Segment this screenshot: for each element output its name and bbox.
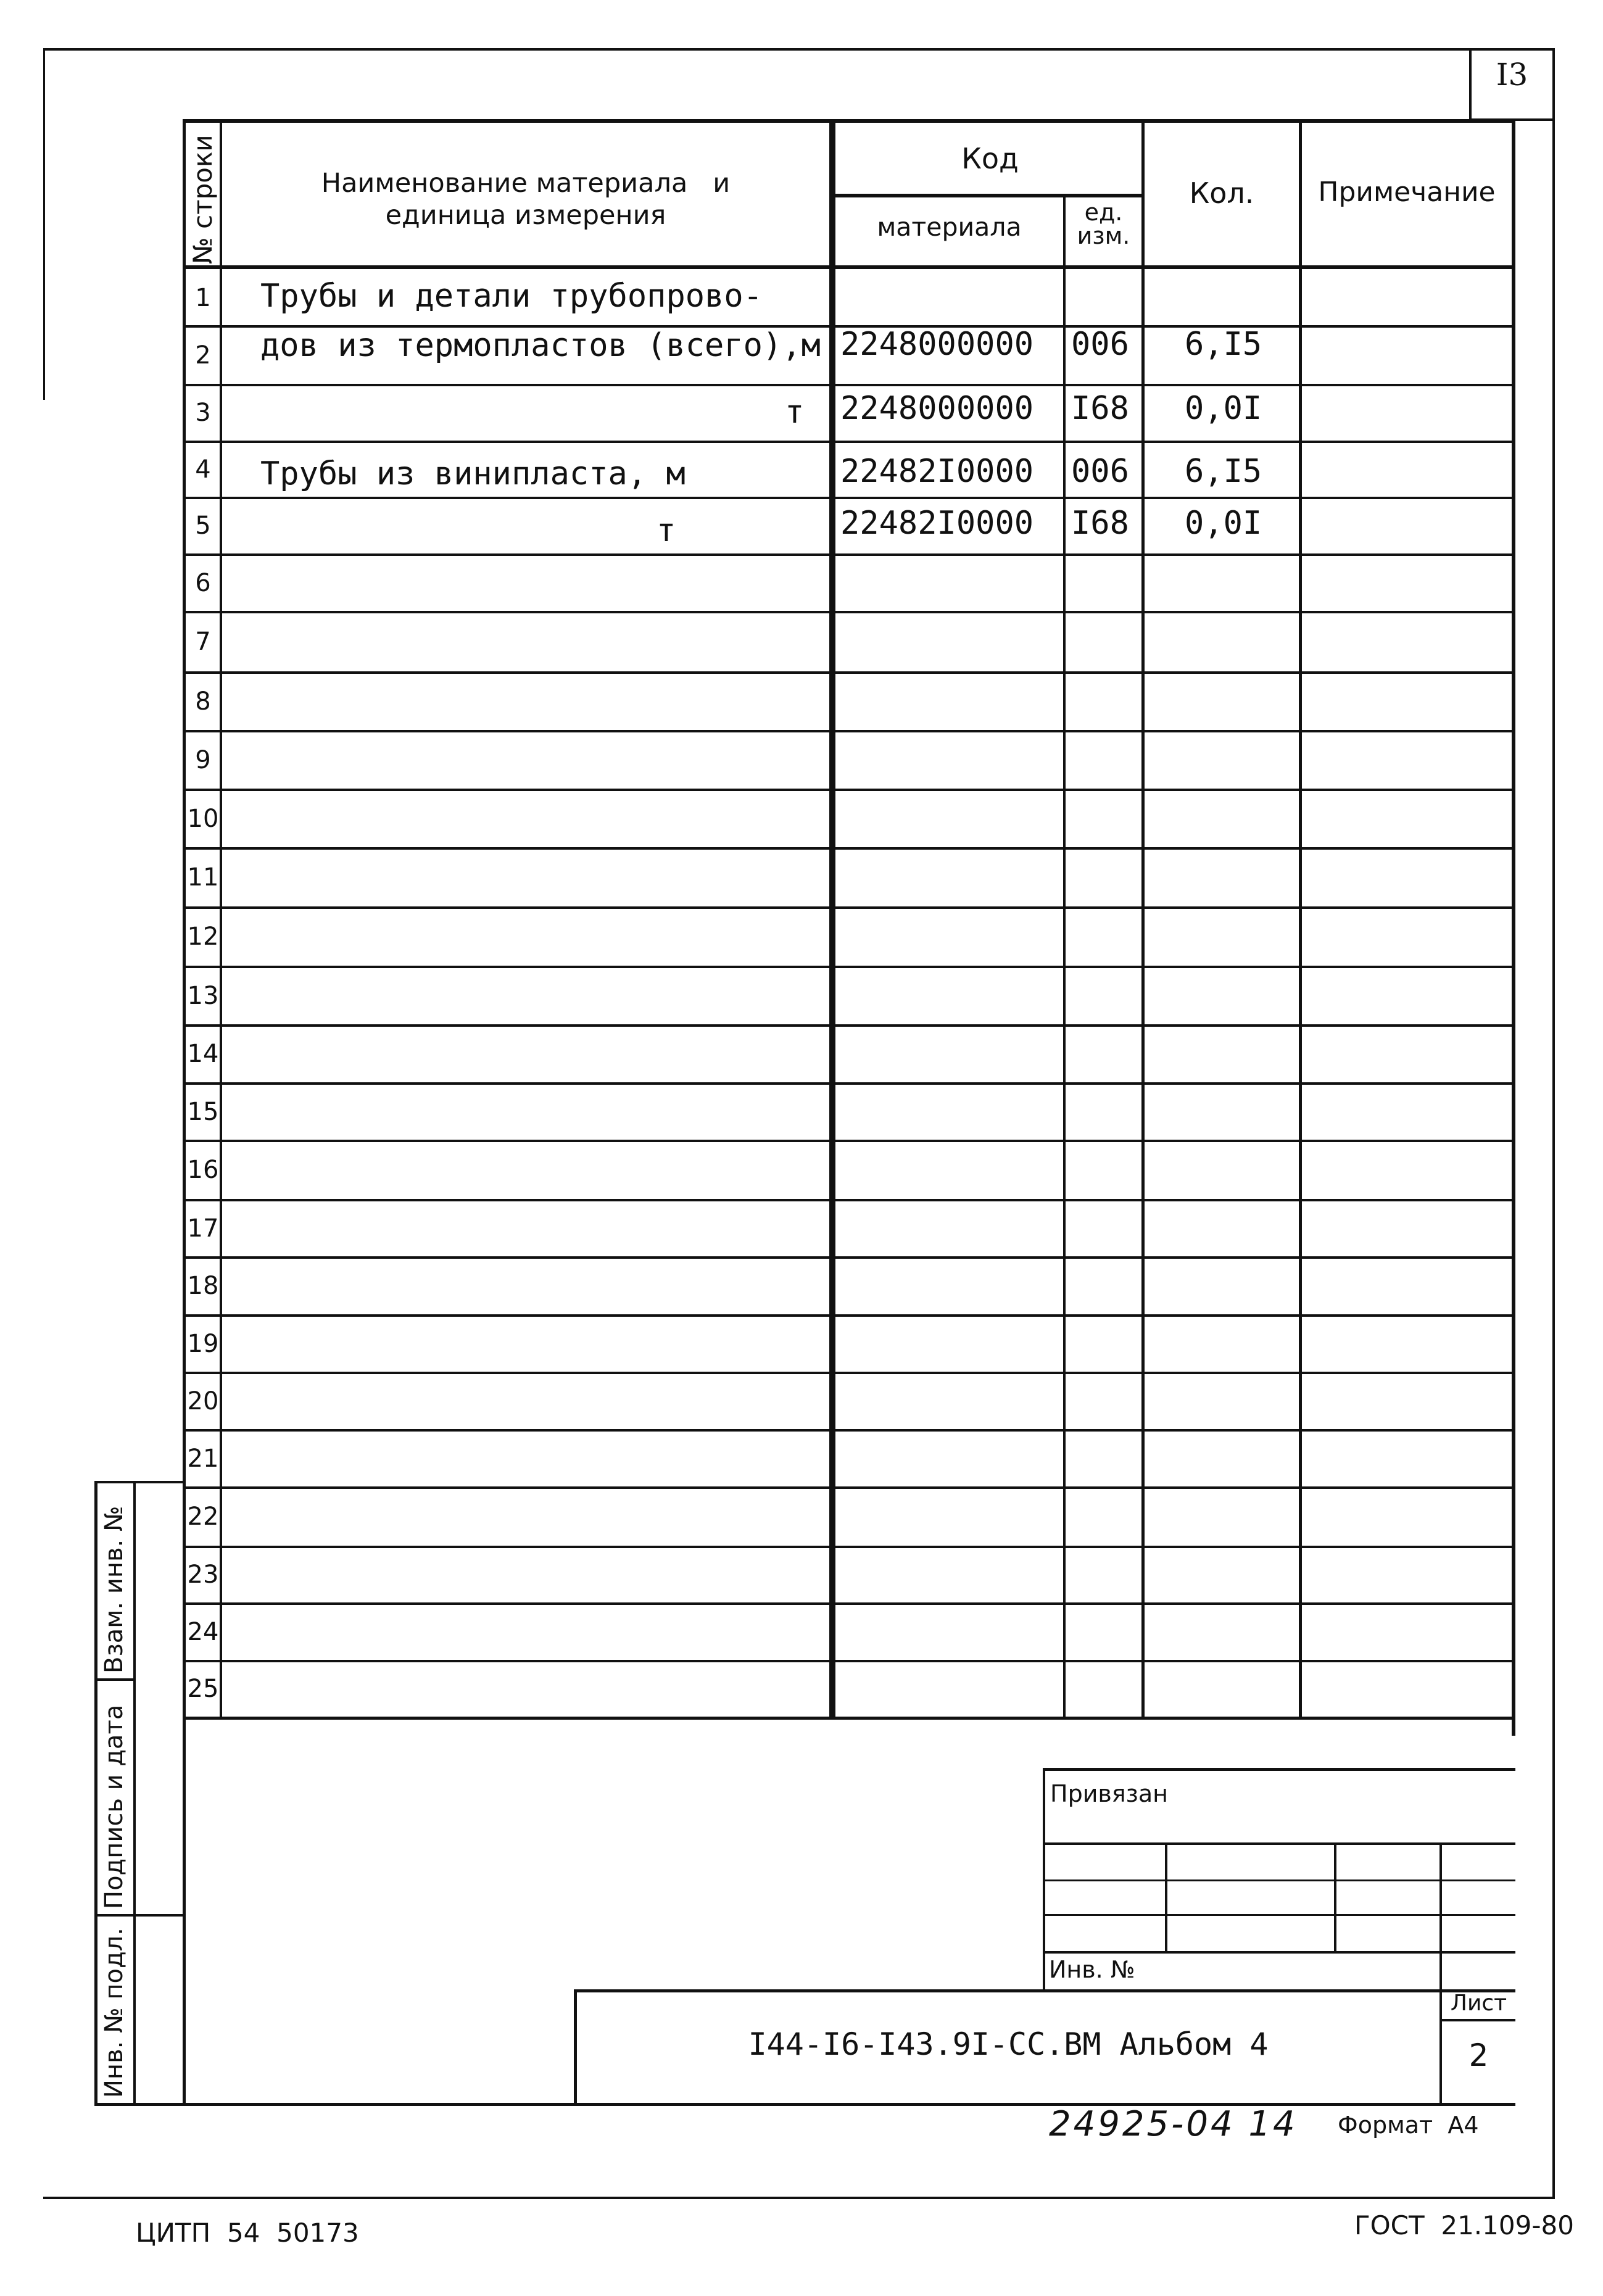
tb-sheet-label: Лист	[1450, 1991, 1507, 2016]
header-code: Код	[961, 142, 1019, 175]
row-number: 12	[187, 922, 219, 951]
header-name-line1: Наименование материала и	[321, 168, 731, 199]
stamp-inv-original: Инв. № подл.	[100, 1928, 128, 2098]
tb-line-4	[1043, 1951, 1515, 1954]
stamp-replace-inv: Взам. инв. №	[100, 1506, 128, 1673]
row-number: 5	[195, 512, 211, 540]
row-3-qty: 0,0I	[1185, 390, 1262, 427]
tb-main-top	[574, 1989, 1515, 1992]
tb-designation: I44-I6-I43.9I-CC.BM Альбом 4	[748, 2026, 1269, 2062]
row-number: 23	[187, 1560, 219, 1589]
stamp-sep-1	[94, 1678, 136, 1681]
header-row-number: № строки	[188, 135, 218, 264]
handwritten-number: 24925-04 14	[1049, 2104, 1298, 2144]
row-3-unit: I68	[1071, 390, 1129, 427]
stamp-col-sep	[133, 1481, 136, 2106]
row-number: 18	[187, 1272, 219, 1300]
row-number: 20	[187, 1387, 219, 1415]
header-unit-line1: ед.	[1084, 199, 1123, 226]
row-number: 16	[187, 1156, 219, 1184]
row-number: 3	[195, 399, 211, 427]
row-1-name: Трубы и детали трубопрово-	[260, 278, 763, 315]
stamp-bottom	[94, 2103, 1515, 2106]
row-2-unit: 006	[1071, 326, 1129, 363]
tb-line-1	[1043, 1842, 1515, 1845]
row-number: 14	[187, 1040, 219, 1068]
row-number: 21	[187, 1444, 219, 1473]
row-2-name: дов из термопластов (всего),м	[260, 327, 821, 364]
tb-sheet-sep	[1439, 2019, 1515, 2021]
row-4-code: 22482I0000	[840, 453, 1034, 490]
tb-inv-label: Инв. №	[1049, 1956, 1135, 1983]
publisher-code: ЦИТП 54 50173	[136, 2218, 359, 2248]
header-note: Примечание	[1318, 176, 1496, 208]
row-5-name: т	[657, 512, 676, 549]
row-2-code: 2248000000	[840, 326, 1034, 363]
row-number: 25	[187, 1675, 219, 1703]
row-number: 17	[187, 1214, 219, 1243]
header-quantity: Кол.	[1189, 176, 1254, 210]
row-number: 11	[187, 863, 219, 892]
row-number: 24	[187, 1618, 219, 1646]
row-number: 10	[187, 805, 219, 833]
row-number: 6	[195, 569, 211, 597]
row-3-name: т	[785, 394, 805, 431]
tb-bound-label: Привязан	[1050, 1780, 1168, 1807]
format-label: Формат А4	[1338, 2112, 1479, 2139]
row-number: 8	[195, 687, 211, 716]
row-5-code: 22482I0000	[840, 505, 1034, 542]
row-number: 2	[195, 341, 211, 370]
row-number: 1	[195, 284, 211, 312]
row-number: 22	[187, 1502, 219, 1531]
stamp-signature-date: Подпись и дата	[100, 1704, 128, 1909]
header-material: материала	[877, 212, 1022, 242]
tb-bound-top	[1043, 1768, 1515, 1771]
header-name-line2: единица измерения	[385, 200, 666, 231]
tb-vsep-1	[1165, 1842, 1167, 1954]
tb-sheet-number: 2	[1468, 2037, 1489, 2073]
stamp-sep-2	[94, 1914, 185, 1917]
row-number: 19	[187, 1330, 219, 1358]
row-5-unit: I68	[1071, 505, 1129, 542]
row-4-qty: 6,I5	[1185, 453, 1262, 490]
row-4-unit: 006	[1071, 453, 1129, 490]
stamp-outer-left	[94, 1481, 97, 2106]
row-2-qty: 6,I5	[1185, 326, 1262, 363]
row-4-name: Трубы из винипласта, м	[260, 455, 686, 492]
row-number: 15	[187, 1098, 219, 1126]
row-number: 9	[195, 746, 211, 774]
tb-vsep-2	[1334, 1842, 1336, 1954]
row-number: 13	[187, 982, 219, 1010]
header-unit-line2: изм.	[1077, 222, 1130, 249]
row-number: 4	[195, 455, 211, 484]
page-number: I3	[1496, 57, 1528, 93]
gost-standard: ГОСТ 21.109-80	[1354, 2210, 1574, 2240]
row-5-qty: 0,0I	[1185, 505, 1262, 542]
tb-line-3	[1043, 1914, 1515, 1916]
tb-line-2	[1043, 1879, 1515, 1881]
stamp-top	[94, 1481, 185, 1483]
row-number: 7	[195, 628, 211, 656]
row-3-code: 2248000000	[840, 390, 1034, 427]
